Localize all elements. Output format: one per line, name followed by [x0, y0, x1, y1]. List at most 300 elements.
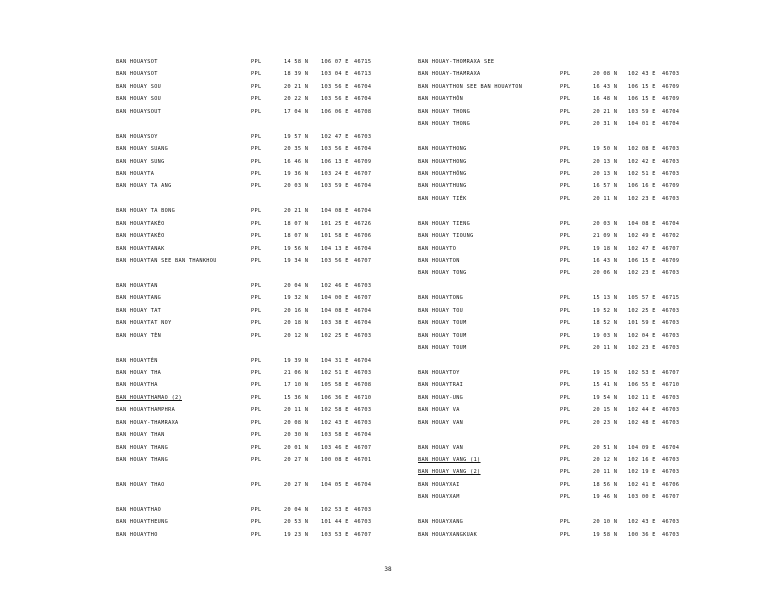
latitude: 19 50 N	[593, 146, 618, 153]
feature-class: PPL	[560, 270, 571, 277]
gazetteer-entry	[418, 292, 690, 304]
feature-class: PPL	[251, 506, 262, 513]
latitude: 19 15 N	[593, 369, 618, 376]
latitude: 20 27 N	[284, 457, 309, 463]
longitude: 104 01 E	[628, 121, 656, 128]
feature-class: PPL	[251, 394, 262, 401]
blank-row	[418, 131, 690, 143]
place-name: BAN HOUAY VAN	[418, 444, 464, 451]
longitude: 104 00 E	[321, 295, 349, 302]
longitude: 101 25 E	[321, 220, 349, 227]
longitude: 103 56 E	[321, 146, 349, 153]
gazetteer-entry	[116, 143, 386, 155]
place-name: BAN HOUAYTHON SEE BAN HOUAYTON	[418, 83, 523, 90]
longitude: 100 36 E	[628, 531, 656, 538]
page-number: 38	[384, 566, 392, 573]
gazetteer-entry	[116, 504, 386, 516]
gazetteer-entry	[418, 466, 690, 478]
place-name: BAN HOUAY SUANG	[116, 146, 169, 153]
longitude: 101 44 E	[321, 519, 349, 526]
gazetteer-entry	[116, 230, 386, 242]
blank-row	[418, 205, 690, 217]
longitude: 104 08 E	[628, 220, 656, 227]
feature-class: PPL	[251, 108, 262, 115]
latitude: 14 58 N	[284, 59, 309, 65]
feature-class: PPL	[251, 432, 262, 439]
gazetteer-entry	[418, 81, 690, 93]
longitude: 105 58 E	[321, 382, 349, 389]
map-sheet-code: 46703	[662, 170, 680, 177]
gazetteer-entry	[418, 218, 690, 230]
longitude: 106 15 E	[628, 83, 656, 90]
map-sheet-code: 46706	[662, 481, 680, 488]
place-name: BAN HOUAY VA	[418, 407, 460, 414]
feature-class: PPL	[560, 382, 571, 389]
gazetteer-entry	[418, 529, 690, 541]
latitude: 20 13 N	[593, 158, 618, 165]
latitude: 20 27 N	[284, 481, 309, 488]
feature-class: PPL	[251, 382, 262, 389]
map-sheet-code: 46707	[354, 531, 372, 538]
latitude: 20 18 N	[284, 320, 309, 327]
place-name: BAN HOUAY TOUM	[418, 345, 467, 352]
feature-class: PPL	[560, 183, 571, 190]
map-sheet-code: 46709	[662, 83, 680, 90]
map-sheet-code: 46703	[354, 332, 372, 339]
feature-class: PPL	[560, 146, 571, 153]
latitude: 16 43 N	[593, 258, 618, 264]
longitude: 103 46 E	[321, 444, 349, 451]
blank-row	[418, 504, 690, 516]
longitude: 103 56 E	[321, 83, 349, 90]
longitude: 106 36 E	[321, 394, 349, 401]
map-sheet-code: 46703	[662, 146, 680, 153]
place-name: BAN HOUAY THANG	[116, 444, 169, 451]
map-sheet-code: 46713	[354, 71, 372, 78]
longitude: 102 44 E	[628, 407, 656, 414]
latitude: 18 56 N	[593, 481, 618, 488]
map-sheet-code: 46703	[662, 195, 680, 202]
longitude: 103 53 E	[321, 531, 349, 538]
map-sheet-code: 46704	[662, 220, 680, 227]
longitude: 102 04 E	[628, 332, 656, 339]
map-sheet-code: 46703	[662, 519, 680, 526]
map-sheet-code: 46710	[354, 394, 372, 401]
gazetteer-entry	[116, 404, 386, 416]
gazetteer-entry	[116, 305, 386, 317]
blank-row	[116, 491, 386, 503]
feature-class: PPL	[560, 394, 571, 401]
feature-class: PPL	[560, 481, 571, 488]
place-name: BAN HOUAY VAN	[418, 419, 464, 426]
gazetteer-entry	[116, 529, 386, 541]
map-sheet-code: 46715	[354, 59, 372, 65]
latitude: 20 15 N	[593, 407, 618, 414]
place-name: BAN HOUAY VANG (1)	[418, 457, 481, 463]
place-name: BAN HOUAY-THAMRAXA	[116, 419, 179, 426]
map-sheet-code: 46709	[662, 258, 680, 264]
place-name: BAN HOUAYTANAK	[116, 245, 165, 252]
map-sheet-code: 46703	[662, 394, 680, 401]
map-sheet-code: 46706	[354, 233, 372, 240]
latitude: 20 12 N	[284, 332, 309, 339]
latitude: 20 11 N	[593, 345, 618, 352]
map-sheet-code: 46707	[662, 245, 680, 252]
feature-class: PPL	[251, 357, 262, 364]
place-name: BAN HOUAYTON	[418, 258, 460, 264]
place-name: BAN HOUAY SOU	[116, 96, 162, 103]
latitude: 20 01 N	[284, 444, 309, 451]
place-name: BAN HOUAY TONG	[418, 270, 467, 277]
feature-class: PPL	[251, 146, 262, 153]
gazetteer-entry	[116, 131, 386, 143]
place-name: BAN HOUAYTA	[116, 170, 155, 177]
gazetteer-entry	[418, 379, 690, 391]
longitude: 102 23 E	[628, 345, 656, 352]
gazetteer-entry	[418, 93, 690, 105]
map-sheet-code: 46707	[662, 494, 680, 501]
latitude: 20 04 N	[284, 282, 309, 289]
map-sheet-code: 46703	[662, 345, 680, 352]
feature-class: PPL	[251, 133, 262, 140]
gazetteer-entry	[418, 479, 690, 491]
latitude: 20 53 N	[284, 519, 309, 526]
map-sheet-code: 46704	[354, 481, 372, 488]
longitude: 103 59 E	[628, 108, 656, 115]
place-name: BAN HOUAY TOUM	[418, 320, 467, 327]
gazetteer-entry	[418, 255, 690, 267]
gazetteer-entry	[418, 305, 690, 317]
longitude: 102 46 E	[321, 282, 349, 289]
gazetteer-entry	[116, 454, 386, 466]
feature-class: PPL	[251, 457, 262, 463]
place-name: BAN HOUAY THONG	[418, 108, 471, 115]
longitude: 102 53 E	[321, 506, 349, 513]
feature-class: PPL	[560, 108, 571, 115]
longitude: 106 55 E	[628, 382, 656, 389]
latitude: 20 22 N	[284, 96, 309, 103]
feature-class: PPL	[251, 282, 262, 289]
place-name: BAN HOUAYTAN SEE BAN THANKHOU	[116, 258, 217, 264]
map-sheet-code: 46704	[354, 183, 372, 190]
place-name: BAN HOUAYTHONG	[418, 158, 467, 165]
feature-class: PPL	[560, 444, 571, 451]
longitude: 104 05 E	[321, 481, 349, 488]
gazetteer-entry	[418, 367, 690, 379]
latitude: 18 07 N	[284, 220, 309, 227]
place-name: BAN HOUAYTÈN	[116, 357, 158, 364]
longitude: 106 13 E	[321, 158, 349, 165]
map-sheet-code: 46707	[354, 258, 372, 264]
feature-class: PPL	[560, 457, 571, 463]
longitude: 106 07 E	[321, 59, 349, 65]
latitude: 15 13 N	[593, 295, 618, 302]
latitude: 20 08 N	[593, 71, 618, 78]
longitude: 102 23 E	[628, 270, 656, 277]
longitude: 102 19 E	[628, 469, 656, 476]
gazetteer-entry	[418, 230, 690, 242]
place-name: BAN HOUAY VANG (2)	[418, 469, 481, 476]
place-name: BAN HOUAY TOUM	[418, 332, 467, 339]
latitude: 20 21 N	[284, 83, 309, 90]
place-name: BAN HOUAY THANG	[116, 457, 169, 463]
map-sheet-code: 46709	[354, 158, 372, 165]
place-name: BAN HOUAYTHÔNG	[418, 170, 467, 177]
feature-class: PPL	[251, 519, 262, 526]
gazetteer-entry	[418, 168, 690, 180]
feature-class: PPL	[251, 295, 262, 302]
gazetteer-entry	[116, 355, 386, 367]
gazetteer-entry	[116, 417, 386, 429]
latitude: 20 10 N	[593, 519, 618, 526]
place-name: BAN HOUAY TIÈK	[418, 195, 467, 202]
gazetteer-entry	[418, 516, 690, 528]
map-sheet-code: 46703	[662, 332, 680, 339]
longitude: 102 43 E	[321, 419, 349, 426]
latitude: 19 54 N	[593, 394, 618, 401]
place-name: BAN HOUAY TIENG	[418, 220, 471, 227]
feature-class: PPL	[560, 170, 571, 177]
place-name: BAN HOUAY TA BONG	[116, 208, 176, 215]
gazetteer-entry	[116, 180, 386, 192]
map-sheet-code: 46708	[354, 108, 372, 115]
latitude: 20 11 N	[593, 469, 618, 476]
latitude: 18 39 N	[284, 71, 309, 78]
latitude: 20 06 N	[593, 270, 618, 277]
longitude: 102 25 E	[628, 307, 656, 314]
place-name: BAN HOUAYTHAMPHRA	[116, 407, 176, 414]
blank-row	[418, 355, 690, 367]
longitude: 103 04 E	[321, 71, 349, 78]
latitude: 19 46 N	[593, 494, 618, 501]
longitude: 102 11 E	[628, 394, 656, 401]
feature-class: PPL	[560, 519, 571, 526]
gazetteer-entry	[418, 106, 690, 118]
place-name: BAN HOUAYTO	[418, 245, 457, 252]
feature-class: PPL	[251, 481, 262, 488]
longitude: 104 08 E	[321, 307, 349, 314]
place-name: BAN HOUAYTHUNG	[418, 183, 467, 190]
gazetteer-entry	[418, 392, 690, 404]
gazetteer-entry	[116, 330, 386, 342]
gazetteer-entry	[116, 429, 386, 441]
latitude: 19 56 N	[284, 245, 309, 252]
map-sheet-code: 46707	[354, 295, 372, 302]
gazetteer-entry	[418, 56, 690, 68]
longitude: 102 58 E	[321, 407, 349, 414]
latitude: 20 35 N	[284, 146, 309, 153]
gazetteer-entry	[116, 442, 386, 454]
longitude: 102 47 E	[321, 133, 349, 140]
gazetteer-entry	[418, 404, 690, 416]
map-sheet-code: 46704	[662, 444, 680, 451]
map-sheet-code: 46703	[662, 531, 680, 538]
feature-class: PPL	[251, 307, 262, 314]
latitude: 20 21 N	[593, 108, 618, 115]
feature-class: PPL	[251, 407, 262, 414]
gazetteer-entry	[116, 218, 386, 230]
place-name: BAN HOUAY TAT	[116, 307, 162, 314]
gazetteer-entry	[116, 68, 386, 80]
latitude: 21 06 N	[284, 369, 309, 376]
map-sheet-code: 46708	[354, 382, 372, 389]
gazetteer-entry	[418, 243, 690, 255]
place-name: BAN HOUAYXAI	[418, 481, 460, 488]
feature-class: PPL	[251, 332, 262, 339]
latitude: 19 58 N	[593, 531, 618, 538]
longitude: 104 31 E	[321, 357, 349, 364]
place-name: BAN HOUAYTAN	[116, 282, 158, 289]
place-name: BAN HOUAYTHAO	[116, 506, 162, 513]
feature-class: PPL	[560, 295, 571, 302]
latitude: 16 43 N	[593, 83, 618, 90]
longitude: 103 58 E	[321, 432, 349, 439]
map-sheet-code: 46726	[354, 220, 372, 227]
map-sheet-code: 46704	[354, 208, 372, 215]
gazetteer-entry	[418, 118, 690, 130]
place-name: BAN HOUAYTHAMAO (2)	[116, 394, 182, 401]
feature-class: PPL	[251, 96, 262, 103]
feature-class: PPL	[251, 220, 262, 227]
place-name: BAN HOUAY TOU	[418, 307, 464, 314]
gazetteer-entry	[418, 267, 690, 279]
gazetteer-entry	[116, 255, 386, 267]
gazetteer-entry	[116, 379, 386, 391]
feature-class: PPL	[560, 71, 571, 78]
longitude: 104 09 E	[628, 444, 656, 451]
latitude: 20 13 N	[593, 170, 618, 177]
longitude: 102 42 E	[628, 158, 656, 165]
map-sheet-code: 46703	[354, 506, 372, 513]
place-name: BAN HOUAYXANGKUAK	[418, 531, 478, 538]
place-name: BAN HOUAYXANG	[418, 519, 464, 526]
map-sheet-code: 46704	[354, 146, 372, 153]
feature-class: PPL	[251, 444, 262, 451]
gazetteer-entry	[116, 156, 386, 168]
right-column	[418, 56, 690, 541]
place-name: BAN HOUAYTHA	[116, 382, 158, 389]
longitude: 106 15 E	[628, 96, 656, 103]
map-sheet-code: 46703	[354, 407, 372, 414]
feature-class: PPL	[251, 158, 262, 165]
map-sheet-code: 46703	[354, 519, 372, 526]
gazetteer-entry	[418, 442, 690, 454]
map-sheet-code: 46704	[354, 83, 372, 90]
latitude: 20 23 N	[593, 419, 618, 426]
feature-class: PPL	[251, 208, 262, 215]
map-sheet-code: 46704	[354, 245, 372, 252]
place-name: BAN HOUAYTAKÈO	[116, 233, 165, 240]
map-sheet-code: 46703	[662, 457, 680, 463]
latitude: 20 31 N	[593, 121, 618, 128]
gazetteer-entry	[116, 392, 386, 404]
feature-class: PPL	[560, 258, 571, 264]
latitude: 20 11 N	[284, 407, 309, 414]
gazetteer-entry	[418, 180, 690, 192]
map-sheet-code: 46703	[662, 270, 680, 277]
feature-class: PPL	[560, 345, 571, 352]
feature-class: PPL	[560, 369, 571, 376]
gazetteer-entry	[116, 243, 386, 255]
longitude: 103 24 E	[321, 170, 349, 177]
latitude: 17 04 N	[284, 108, 309, 115]
place-name: BAN HOUAY SOU	[116, 83, 162, 90]
longitude: 101 58 E	[321, 233, 349, 240]
gazetteer-entry	[418, 156, 690, 168]
feature-class: PPL	[560, 195, 571, 202]
feature-class: PPL	[251, 531, 262, 538]
map-sheet-code: 46703	[662, 158, 680, 165]
longitude: 102 08 E	[628, 146, 656, 153]
gazetteer-entry	[116, 81, 386, 93]
place-name: BAN HOUAY-THOMRAXA SEE	[418, 59, 495, 65]
blank-row	[116, 466, 386, 478]
feature-class: PPL	[251, 419, 262, 426]
longitude: 104 13 E	[321, 245, 349, 252]
gazetteer-entry	[418, 68, 690, 80]
gazetteer-entry	[116, 93, 386, 105]
longitude: 102 48 E	[628, 419, 656, 426]
blank-row	[418, 429, 690, 441]
latitude: 19 32 N	[284, 295, 309, 302]
latitude: 19 39 N	[284, 357, 309, 364]
feature-class: PPL	[560, 531, 571, 538]
place-name: BAN HOUAY TÈN	[116, 332, 162, 339]
feature-class: PPL	[560, 83, 571, 90]
latitude: 19 23 N	[284, 531, 309, 538]
place-name: BAN HOUAYTONG	[418, 295, 464, 302]
feature-class: PPL	[251, 320, 262, 327]
longitude: 103 56 E	[321, 258, 349, 264]
longitude: 101 59 E	[628, 320, 656, 327]
feature-class: PPL	[560, 245, 571, 252]
feature-class: PPL	[560, 469, 571, 476]
feature-class: PPL	[560, 307, 571, 314]
feature-class: PPL	[251, 369, 262, 376]
latitude: 19 34 N	[284, 258, 309, 264]
latitude: 20 51 N	[593, 444, 618, 451]
latitude: 20 21 N	[284, 208, 309, 215]
gazetteer-entry	[116, 106, 386, 118]
map-sheet-code: 46704	[354, 307, 372, 314]
latitude: 18 52 N	[593, 320, 618, 327]
map-sheet-code: 46704	[354, 96, 372, 103]
gazetteer-entry	[418, 454, 690, 466]
map-sheet-code: 46710	[662, 382, 680, 389]
feature-class: PPL	[251, 71, 262, 78]
gazetteer-entry	[116, 168, 386, 180]
longitude: 103 38 E	[321, 320, 349, 327]
map-sheet-code: 46703	[354, 419, 372, 426]
latitude: 19 52 N	[593, 307, 618, 314]
map-sheet-code: 46703	[662, 71, 680, 78]
feature-class: PPL	[560, 419, 571, 426]
map-sheet-code: 46709	[662, 96, 680, 103]
longitude: 102 16 E	[628, 457, 656, 463]
gazetteer-entry	[116, 516, 386, 528]
latitude: 18 07 N	[284, 233, 309, 240]
place-name: BAN HOUAY TA ANG	[116, 183, 172, 190]
latitude: 15 41 N	[593, 382, 618, 389]
longitude: 102 51 E	[321, 369, 349, 376]
feature-class: PPL	[251, 233, 262, 240]
longitude: 102 25 E	[321, 332, 349, 339]
feature-class: PPL	[560, 233, 571, 240]
map-sheet-code: 46703	[662, 407, 680, 414]
place-name: BAN HOUAYTAT NOY	[116, 320, 172, 327]
place-name: BAN HOUAYTHONG	[418, 146, 467, 153]
gazetteer-entry	[418, 143, 690, 155]
